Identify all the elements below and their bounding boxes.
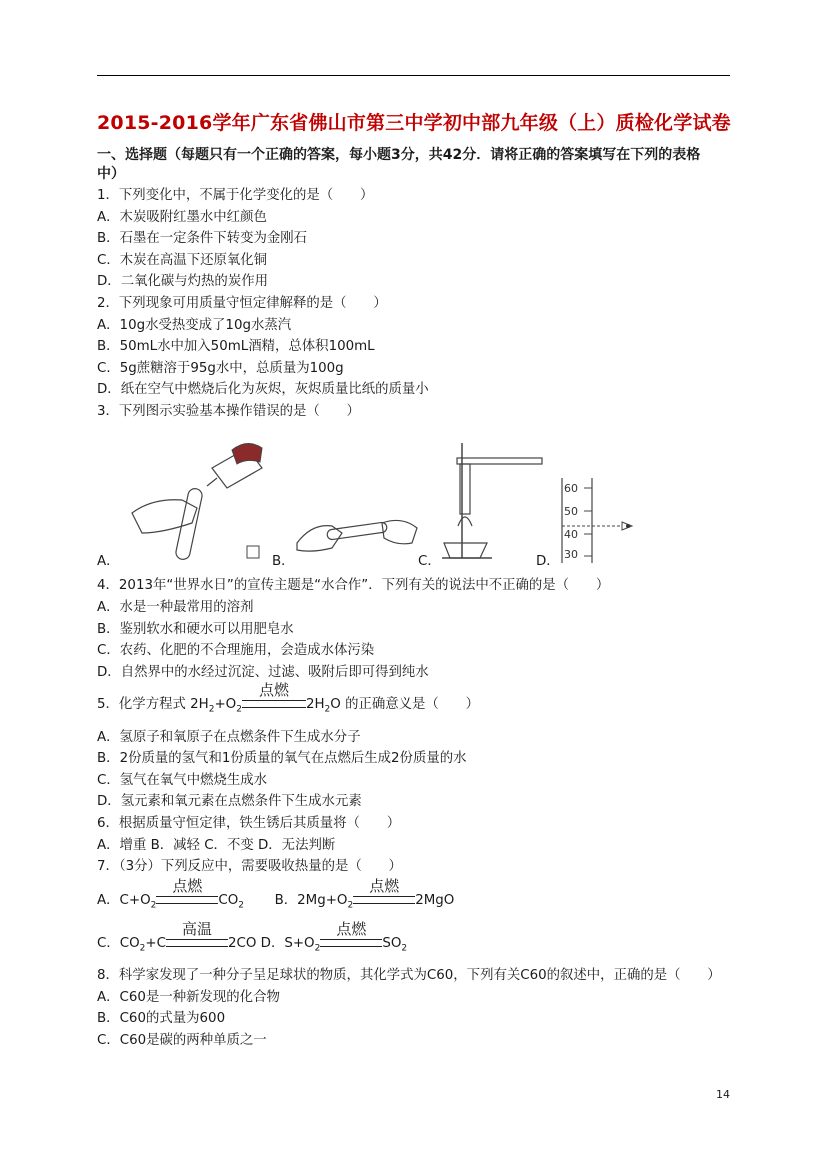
q1-option-c: C．木炭在高温下还原氧化铜 — [97, 253, 268, 268]
figure-b-test-tube — [292, 438, 432, 563]
section-heading-line1: 一、选择题（每题只有一个正确的答案，每小题3分，共42分．请将正确的答案填写在下列的表格 — [97, 147, 701, 163]
q5-option-b: B．2份质量的氢气和1份质量的氧气在点燃后生成2份质量的水 — [97, 751, 467, 766]
cylinder-tick-40: 40 — [564, 528, 578, 541]
figure-a-pouring-liquid — [122, 438, 272, 563]
cylinder-tick-30: 30 — [564, 548, 578, 561]
cylinder-tick-60: 60 — [564, 482, 578, 495]
q8-option-c: C．C60是碳的两种单质之一 — [97, 1033, 267, 1048]
q7a-reaction-arrow: 点燃 — [156, 892, 218, 910]
figure-label-c: C． — [418, 554, 441, 569]
q2-option-b: B．50mL水中加入50mL酒精，总体积100mL — [97, 339, 375, 354]
q7d-reaction-arrow: 点燃 — [320, 935, 382, 953]
figure-label-d: D． — [536, 554, 560, 569]
q1-stem: 1．下列变化中，不属于化学变化的是（ ） — [97, 188, 374, 203]
q5-reaction-arrow: 点燃 — [242, 696, 306, 714]
q7-options-cd: C．$CO_2+C$ 高温 2CO D．$S+O_2$ 点燃 $SO_2$ — [97, 920, 408, 954]
q8-option-a: A．C60是一种新发现的化合物 — [97, 990, 280, 1005]
q5-stem: 5．化学方程式 $2H_2+O_2$ 点燃 $2H_2O$ 的正确意义是（ ） — [97, 681, 479, 715]
q1-option-d: D．二氧化碳与灼热的炭作用 — [97, 274, 268, 289]
q7-options-ab: A．$C+O_2$ 点燃 $CO_2$ B．$2Mg+O_2$ 点燃 2MgO — [97, 877, 455, 911]
q2-option-a: A．10g水受热变成了10g水蒸汽 — [97, 318, 292, 333]
figure-label-a: A． — [97, 554, 120, 569]
q2-option-c: C．5g蔗糖溶于95g水中，总质量为100g — [97, 361, 344, 376]
q7b-reaction-arrow: 点燃 — [353, 892, 415, 910]
figure-c-alcohol-lamp — [432, 438, 547, 563]
q7-stem: 7．（3分）下列反应中，需要吸收热量的是（ ） — [97, 859, 402, 874]
q6-options: A．增重 B．减轻 C．不变 D．无法判断 — [97, 838, 336, 853]
q5-option-d: D．氢元素和氧元素在点燃条件下生成水元素 — [97, 794, 362, 809]
q8-stem: 8．科学家发现了一种分子呈足球状的物质，其化学式为C60，下列有关C60的叙述中，正确的是（ ） — [97, 968, 721, 983]
q4-option-a: A．水是一种最常用的溶剂 — [97, 600, 254, 615]
cylinder-tick-50: 50 — [564, 505, 578, 518]
section-heading-line2: 中） — [97, 166, 125, 182]
q1-option-b: B．石墨在一定条件下转变为金刚石 — [97, 231, 308, 246]
q3-figures — [97, 438, 697, 570]
header-rule — [97, 75, 730, 76]
q4-option-b: B．鉴别软水和硬水可以用肥皂水 — [97, 622, 294, 637]
q5-option-c: C．氢气在氧气中燃烧生成水 — [97, 773, 268, 788]
q6-stem: 6．根据质量守恒定律，铁生锈后其质量将（ ） — [97, 816, 401, 831]
q3-stem: 3．下列图示实验基本操作错误的是（ ） — [97, 404, 360, 419]
q4-option-c: C．农药、化肥的不合理施用，会造成水体污染 — [97, 643, 375, 658]
q8-option-b: B．C60的式量为600 — [97, 1011, 226, 1026]
q5-option-a: A．氢原子和氧原子在点燃条件下生成水分子 — [97, 730, 361, 745]
q2-stem: 2．下列现象可用质量守恒定律解释的是（ ） — [97, 296, 387, 311]
q4-option-d: D．自然界中的水经过沉淀、过滤、吸附后即可得到纯水 — [97, 665, 429, 680]
figure-d-measuring-cylinder — [554, 438, 654, 563]
q4-stem: 4．2013年“世界水日”的宣传主题是“水合作”．下列有关的说法中不正确的是（ ） — [97, 578, 610, 593]
q1-option-a: A．木炭吸附红墨水中红颜色 — [97, 210, 267, 225]
page-title: 2015-2016学年广东省佛山市第三中学初中部九年级（上）质检化学试卷 — [97, 112, 731, 134]
page-number: 14 — [716, 1088, 730, 1101]
q7c-reaction-arrow: 高温 — [166, 935, 228, 953]
q2-option-d: D．纸在空气中燃烧后化为灰烬，灰烬质量比纸的质量小 — [97, 382, 429, 397]
figure-label-b: B． — [272, 554, 295, 569]
